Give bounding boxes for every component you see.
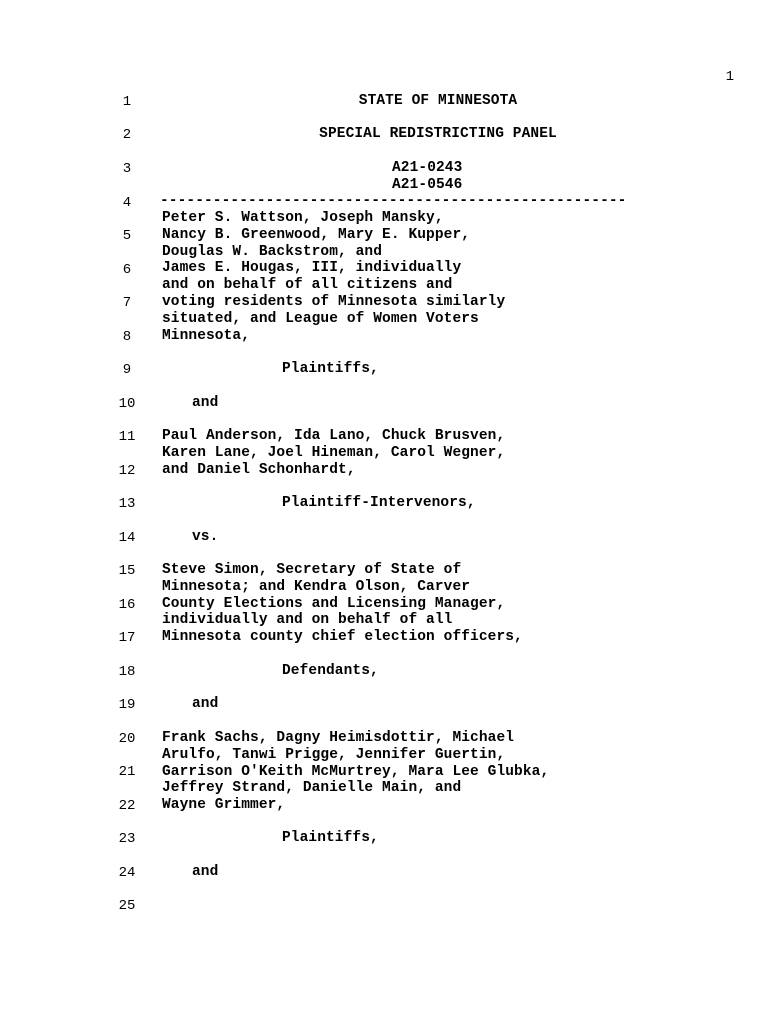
page-number: 1 [725, 69, 734, 85]
line-number: 11 [118, 429, 136, 445]
party-role: Plaintiff-Intervenors, [282, 495, 476, 511]
party-line: Karen Lane, Joel Hineman, Carol Wegner, [162, 445, 506, 461]
line-number: 24 [118, 865, 136, 881]
line-number: 13 [118, 496, 136, 512]
line-number: 21 [118, 764, 136, 780]
party-line: Paul Anderson, Ida Lano, Chuck Brusven, [162, 428, 506, 444]
line-number: 4 [122, 195, 132, 211]
line-number: 25 [118, 898, 136, 914]
party-line: situated, and League of Women Voters [162, 311, 479, 327]
line-number: 8 [122, 329, 132, 345]
party-line: Jeffrey Strand, Danielle Main, and [162, 780, 462, 796]
line-number: 10 [118, 396, 136, 412]
line-number: 23 [118, 831, 136, 847]
party-role: Plaintiffs, [282, 830, 379, 846]
party-role: Defendants, [282, 663, 379, 679]
line-number: 3 [122, 161, 132, 177]
conjunction: and [192, 696, 219, 712]
party-line: and on behalf of all citizens and [162, 277, 453, 293]
party-line: James E. Hougas, III, individually [162, 260, 462, 276]
court-name: STATE OF MINNESOTA [358, 93, 518, 109]
line-number: 2 [122, 127, 132, 143]
party-line: Frank Sachs, Dagny Heimisdottir, Michael [162, 730, 515, 746]
line-number: 9 [122, 362, 132, 378]
line-number: 5 [122, 228, 132, 244]
case-number: A21-0546 [392, 177, 463, 193]
line-number: 15 [118, 563, 136, 579]
conjunction: and [192, 864, 219, 880]
line-number: 7 [122, 295, 132, 311]
party-line: Wayne Grimmer, [162, 797, 286, 813]
case-number: A21-0243 [392, 160, 463, 176]
separator-line: ----------------------------------------------------- [160, 193, 627, 209]
party-role: Plaintiffs, [282, 361, 379, 377]
party-line: Nancy B. Greenwood, Mary E. Kupper, [162, 227, 471, 243]
conjunction: and [192, 395, 219, 411]
party-line: individually and on behalf of all [162, 612, 453, 628]
party-line: Arulfo, Tanwi Prigge, Jennifer Guertin, [162, 747, 506, 763]
party-line: Steve Simon, Secretary of State of [162, 562, 462, 578]
party-line: Minnesota, [162, 328, 251, 344]
party-line: Garrison O'Keith McMurtrey, Mara Lee Glubka, [162, 764, 550, 780]
line-number: 17 [118, 630, 136, 646]
party-line: Douglas W. Backstrom, and [162, 244, 383, 260]
line-number: 6 [122, 262, 132, 278]
line-number: 18 [118, 664, 136, 680]
party-line: County Elections and Licensing Manager, [162, 596, 506, 612]
line-number: 22 [118, 798, 136, 814]
line-number: 12 [118, 463, 136, 479]
party-line: Peter S. Wattson, Joseph Mansky, [162, 210, 444, 226]
panel-name: SPECIAL REDISTRICTING PANEL [319, 126, 557, 142]
line-number: 16 [118, 597, 136, 613]
line-number: 19 [118, 697, 136, 713]
party-line: voting residents of Minnesota similarly [162, 294, 506, 310]
party-line: Minnesota county chief election officers, [162, 629, 523, 645]
party-line: Minnesota; and Kendra Olson, Carver [162, 579, 471, 595]
party-line: and Daniel Schonhardt, [162, 462, 356, 478]
line-number: 20 [118, 731, 136, 747]
versus: vs. [192, 529, 219, 545]
line-number: 14 [118, 530, 136, 546]
line-number: 1 [122, 94, 132, 110]
